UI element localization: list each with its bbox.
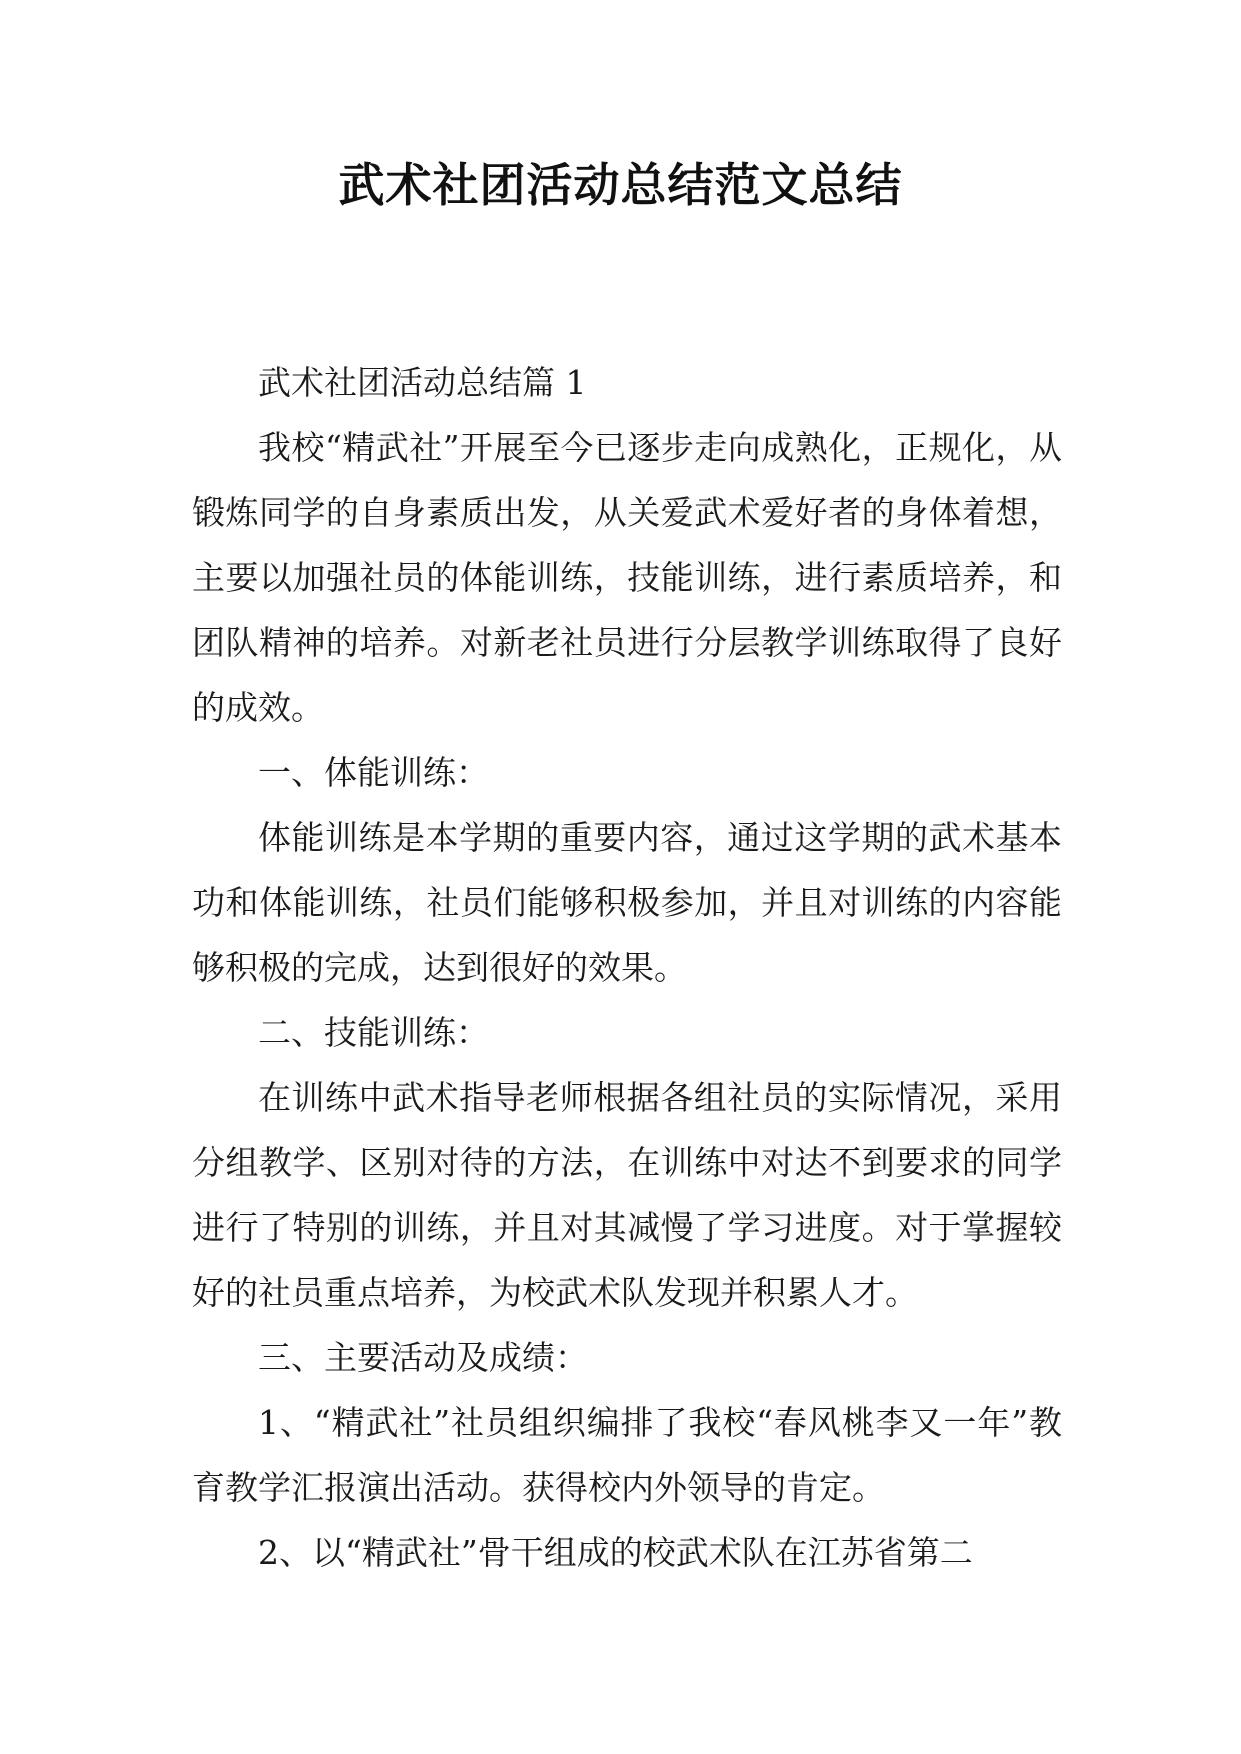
section-heading: 三、主要活动及成绩： [258,1338,588,1377]
document-title: 武术社团活动总结范文总结 [338,158,903,212]
section-heading: 武术社团活动总结篇 1 [258,363,587,402]
body-paragraph: 2、以“精武社”骨干组成的校武术队在江苏省第二 [258,1533,973,1572]
body-paragraph: 在训练中武术指导老师根据各组社员的实际情况，采用分组教学、区别对待的方法，在训练中对达不到要求的同学进行了特别的训练，并且对其减慢了学习进度。对于掌握较好的社员重点培养，为校武术队发现并积累人才。 [192,1078,1062,1312]
section-heading: 一、体能训练： [258,753,489,792]
body-paragraph: 1、“精武社”社员组织编排了我校“春风桃李又一年”教育教学汇报演出活动。获得校内外领导的肯定。 [192,1403,1062,1507]
body-paragraph: 我校“精武社”开展至今已逐步走向成熟化，正规化，从锻炼同学的自身素质出发，从关爱武术爱好者的身体着想，主要以加强社员的体能训练，技能训练，进行素质培养，和团队精神的培养。对新老社员进行分层教学训练取得了良好的成效。 [192,428,1062,727]
document-body [192,350,1062,1585]
section-heading: 二、技能训练： [258,1013,489,1052]
body-paragraph: 体能训练是本学期的重要内容，通过这学期的武术基本功和体能训练，社员们能够积极参加，并且对训练的内容能够积极的完成，达到很好的效果。 [192,818,1062,987]
